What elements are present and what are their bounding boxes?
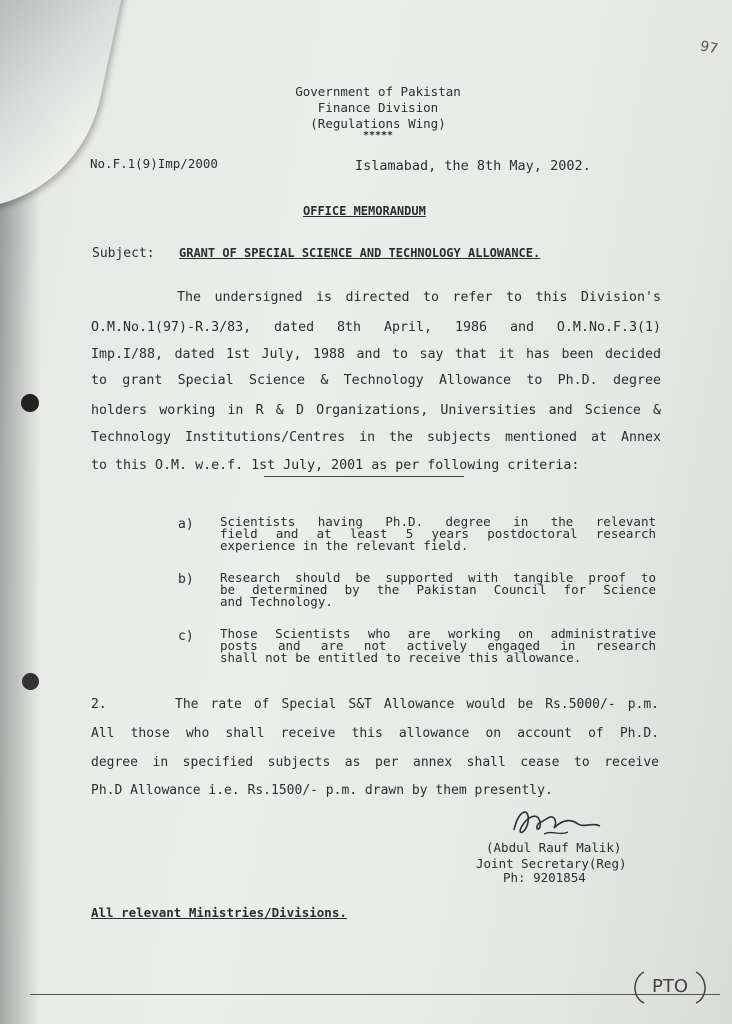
- para2-line: Ph.D Allowance i.e. Rs.1500/- p.m. drawn by them presently.: [91, 783, 553, 798]
- para1-line: holders working in R & D Organizations, Universities and Science &: [91, 403, 661, 418]
- criterion-line: and Technology.: [220, 594, 333, 609]
- pto-circle-icon: [630, 968, 710, 1006]
- reference-number: No.F.1(9)Imp/2000: [90, 156, 218, 171]
- criterion-line: shall not be entitled to receive this allowance.: [220, 650, 582, 665]
- para1-line: The undersigned is directed to refer to this Division's: [177, 290, 661, 305]
- bottom-rule: [30, 994, 720, 995]
- header-wing: (Regulations Wing): [310, 116, 446, 131]
- subject-text: GRANT OF SPECIAL SCIENCE AND TECHNOLOGY ALLOWANCE.: [179, 246, 541, 260]
- para1-line: O.M.No.1(97)-R.3/83, dated 8th April, 1986 and O.M.No.F.3(1): [91, 320, 661, 335]
- para1-line: Imp.I/88, dated 1st July, 1988 and to say that it has been decided: [91, 347, 661, 362]
- criterion-c: [220, 628, 656, 664]
- para1-line: to grant Special Science & Technology Allowance to Ph.D. degree: [91, 373, 661, 388]
- handwritten-underline: [264, 476, 464, 477]
- criterion-line: experience in the relevant field.: [220, 538, 469, 553]
- signatory-phone: Ph: 9201854: [503, 870, 586, 885]
- criterion-label: b): [178, 572, 194, 587]
- pto-text: PTO: [651, 976, 689, 997]
- subject-label: Subject:: [92, 246, 155, 261]
- criterion-line: be determined by the Pakistan Council for Science: [220, 582, 656, 597]
- criterion-line: Research should be supported with tangible proof to: [220, 570, 656, 585]
- signatory-title: Joint Secretary(Reg): [476, 856, 627, 871]
- criterion-line: Scientists having Ph.D. degree in the relevant: [220, 514, 656, 529]
- para2-line: degree in specified subjects as per annex shall cease to receive: [91, 755, 659, 770]
- para2-number: 2.: [91, 697, 107, 712]
- criterion-b: [220, 572, 656, 608]
- para1-line: Technology Institutions/Centres in the subjects mentioned at Annex: [91, 430, 661, 445]
- document-date: Islamabad, the 8th May, 2002.: [355, 158, 591, 174]
- header-division: Finance Division: [317, 100, 439, 115]
- para2-line: The rate of Special S&T Allowance would be Rs.5000/- p.m.: [175, 697, 659, 712]
- punch-hole-top: [21, 394, 39, 412]
- handwritten-page-number: 97: [698, 38, 720, 58]
- para2-line: All those who shall receive this allowance on account of Ph.D.: [91, 726, 659, 741]
- criterion-line: field and at least 5 years postdoctoral research: [220, 526, 656, 541]
- criterion-line: Those Scientists who are working on administrative: [220, 626, 656, 641]
- header-ornament: *****: [362, 130, 394, 141]
- criterion-a: [220, 516, 656, 552]
- header-government: Government of Pakistan: [295, 84, 461, 99]
- distribution-list: All relevant Ministries/Divisions.: [91, 905, 347, 920]
- criterion-line: posts and are not actively engaged in research: [220, 638, 656, 653]
- document-type-heading: OFFICE MEMORANDUM: [303, 204, 426, 218]
- signatory-name: (Abdul Rauf Malik): [486, 840, 622, 855]
- punch-hole-bottom: [22, 673, 39, 690]
- pto-mark: [630, 968, 710, 1006]
- criterion-label: c): [178, 629, 194, 644]
- para1-line: to this O.M. w.e.f. 1st July, 2001 as per following criteria:: [91, 458, 580, 473]
- criterion-label: a): [178, 517, 194, 532]
